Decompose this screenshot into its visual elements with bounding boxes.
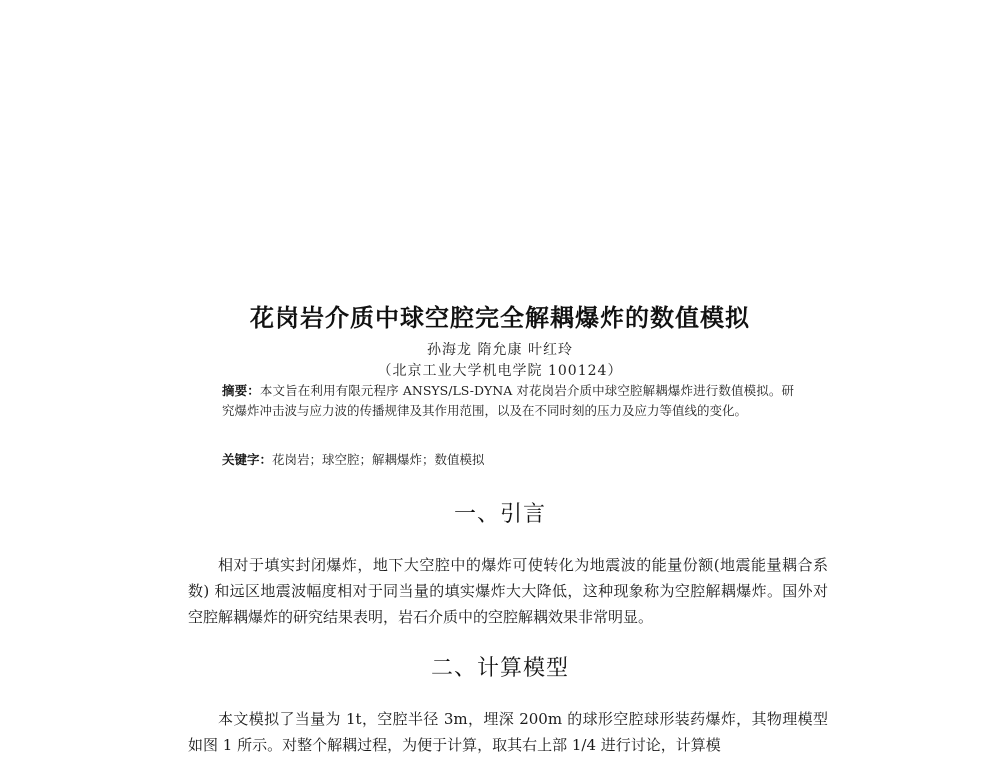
author-affiliation: （北京工业大学机电学院 100124）	[377, 363, 623, 379]
model-paragraph: 本文模拟了当量为 1t，空腔半径 3m，埋深 200m 的球形空腔球形装药爆炸，其物理模型如图 1 所示。对整个解耦过程，为便于计算，取其右上部 1/4 进行讨论，计算模	[188, 710, 828, 754]
keywords-label: 关键字：	[222, 452, 273, 467]
paper-title: 花岗岩介质中球空腔完全解耦爆炸的数值模拟	[250, 304, 750, 332]
section-heading-model: 二、计算模型	[430, 656, 569, 681]
introduction-paragraph: 相对于填实封闭爆炸，地下大空腔中的爆炸可使转化为地震波的能量份额(地震能量耦合系数) 和远区地震波幅度相对于同当量的填实爆炸大大降低，这种现象称为空腔解耦爆炸。国外对空腔解耦爆炸的研究结果表明，岩石介质中的空腔解耦效果非常明显。	[188, 556, 828, 626]
abstract-block	[222, 381, 794, 421]
author-list: 孙海龙 隋允康 叶红玲	[427, 342, 573, 358]
section-heading-introduction: 一、引言	[453, 502, 546, 527]
keywords-block	[222, 450, 794, 470]
abstract-label: 摘要：	[222, 383, 260, 398]
keywords-text: 花岗岩；球空腔；解耦爆炸；数值模拟	[272, 452, 485, 467]
abstract-text: 本文旨在利用有限元程序 ANSYS/LS-DYNA 对花岗岩介质中球空腔解耦爆炸进行数值模拟。研究爆炸冲击波与应力波的传播规律及其作用范围，以及在不同时刻的压力及应力等值线的变化。	[222, 383, 794, 418]
